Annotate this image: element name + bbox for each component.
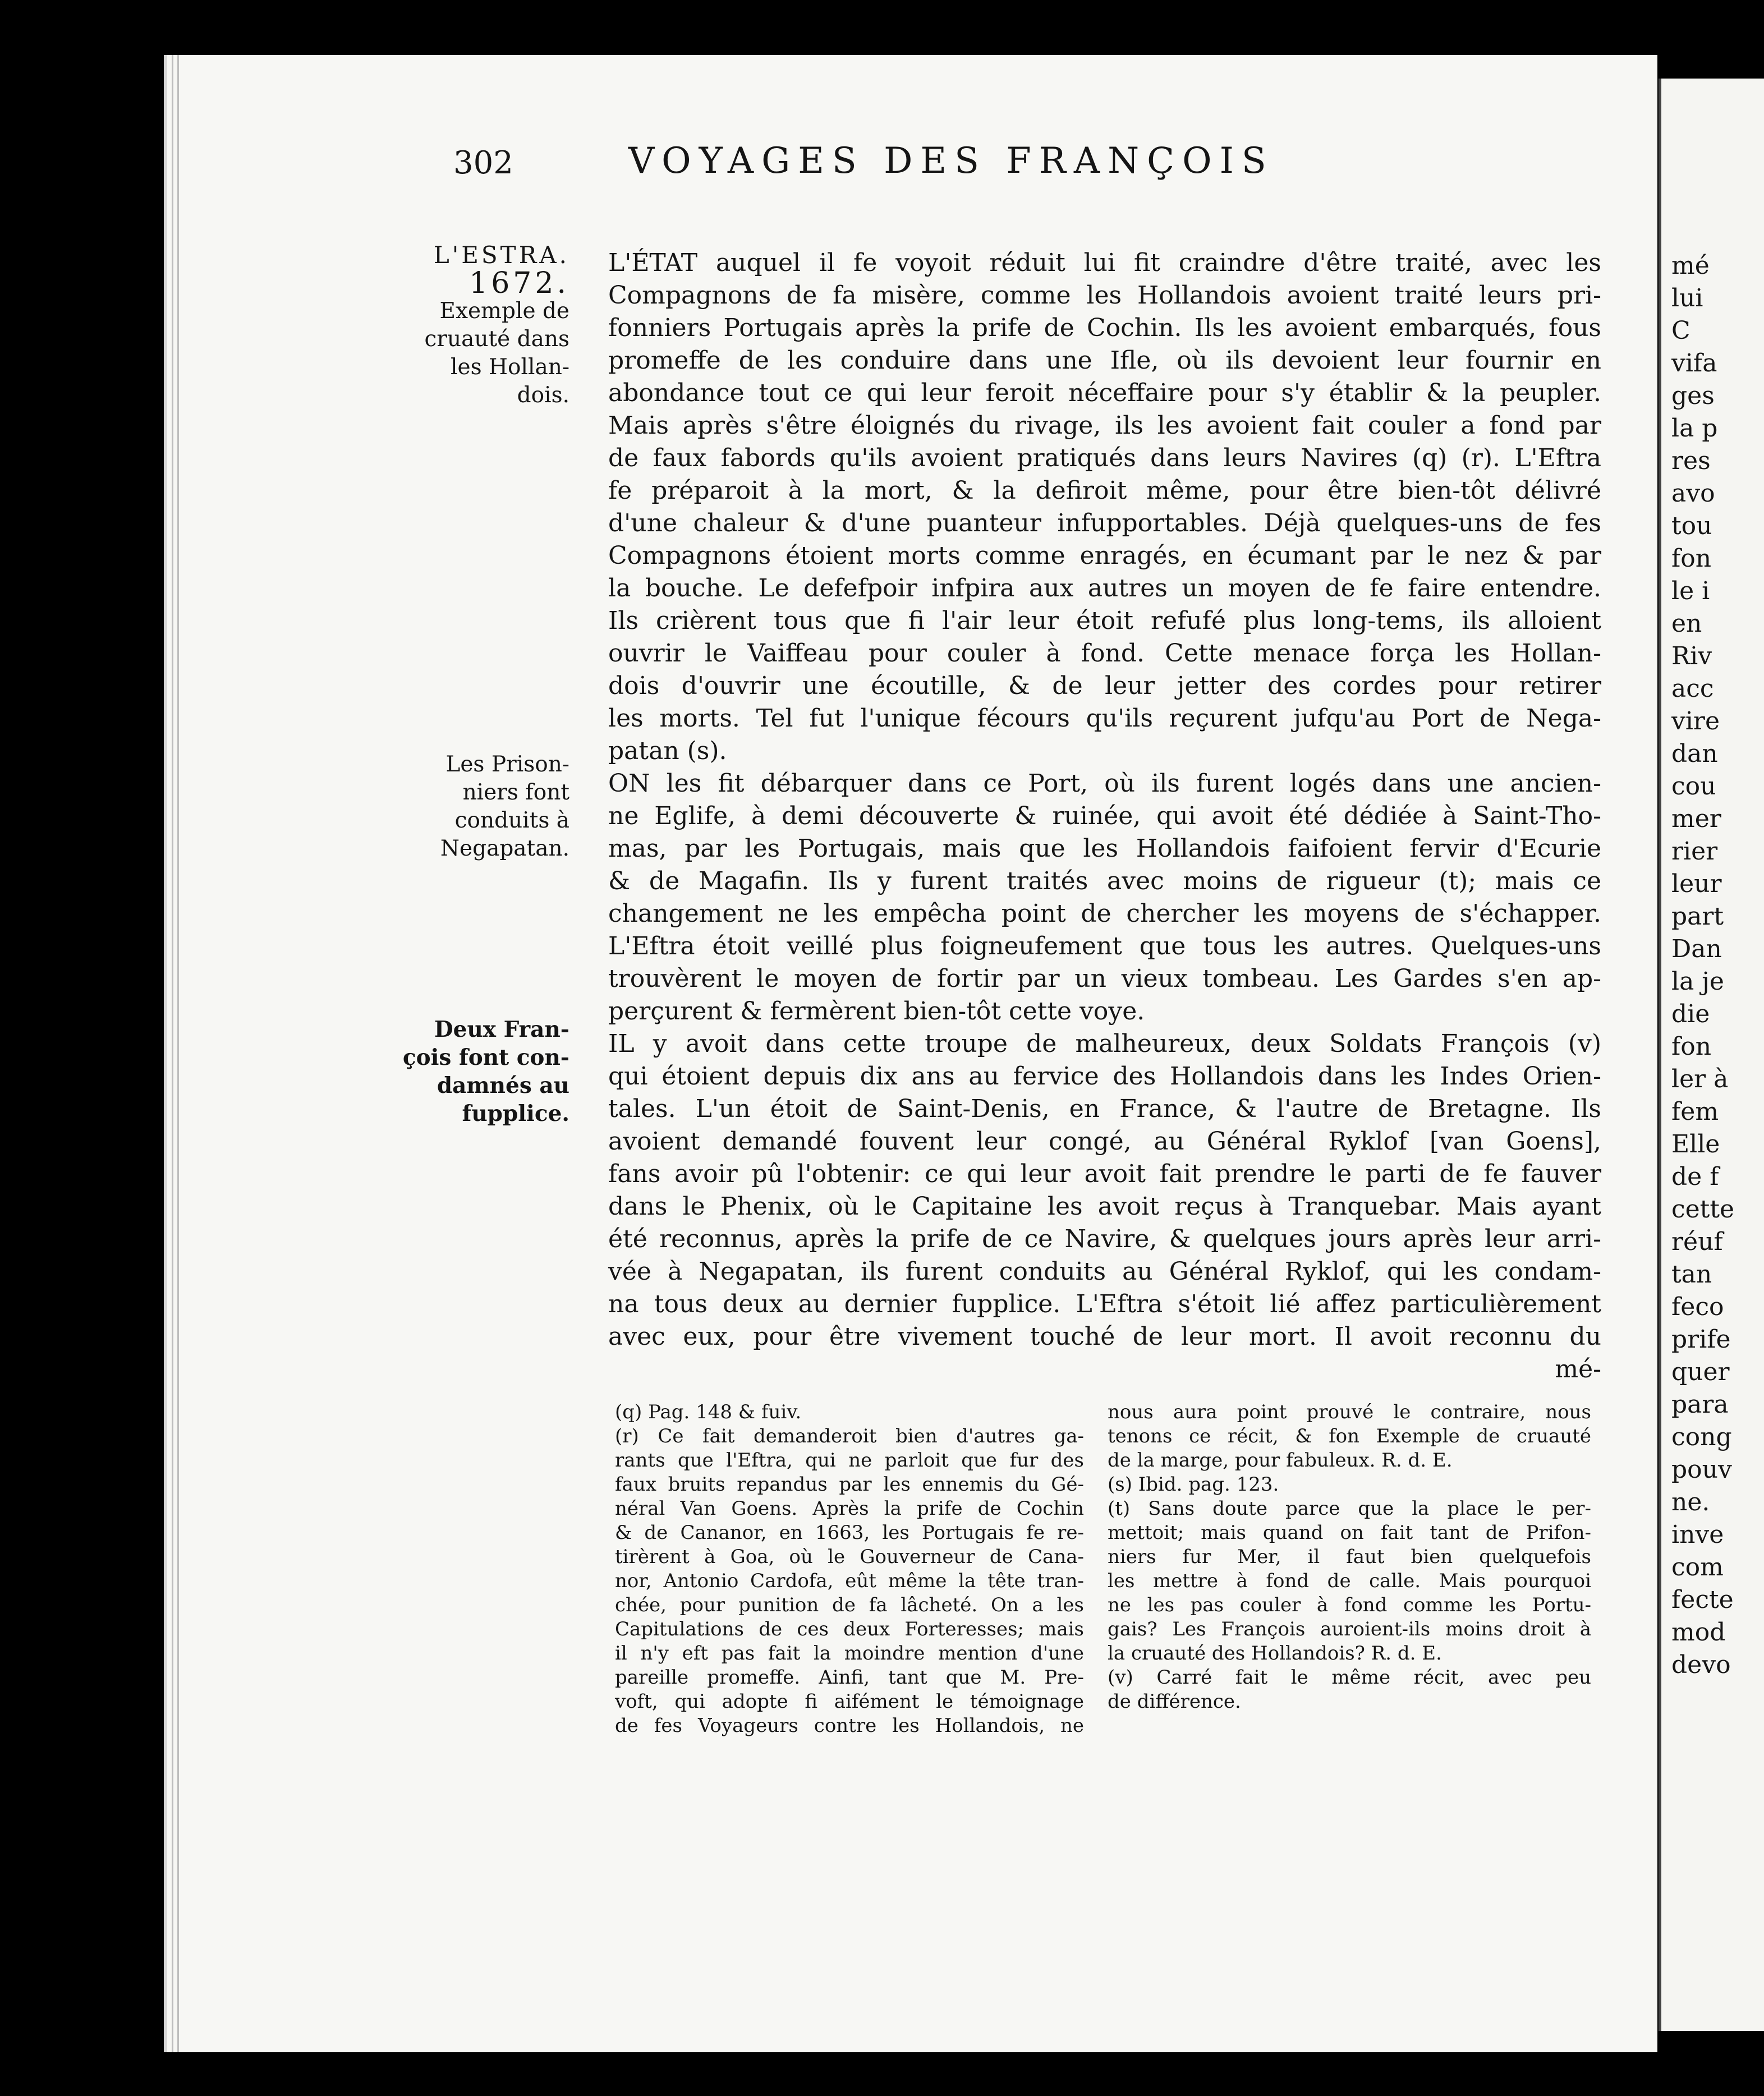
footnote-line: voft, qui adopte fi aifément le témoignage — [615, 1690, 1084, 1713]
text-line: Mais après s'être éloignés du rivage, ils les avoient fait couler a fond par — [608, 411, 1601, 440]
text-line: IL y avoit dans cette troupe de malheureux, deux Soldats François (v) — [608, 1029, 1601, 1058]
adjacent-page-line: vifa — [1671, 349, 1717, 378]
adjacent-page-line: en — [1671, 609, 1702, 638]
running-title: VOYAGES DES FRANÇOIS — [628, 140, 1274, 182]
text-line: L'Eftra étoit veillé plus foigneufement que tous les autres. Quelques-uns — [608, 932, 1601, 960]
footnote-line: faux bruits repandus par les ennemis du Gé- — [615, 1473, 1084, 1496]
footnote-line: il n'y eft pas fait la moindre mention d'une — [615, 1642, 1084, 1665]
text-line: patan (s). — [608, 737, 727, 765]
footnote-line: & de Cananor, en 1663, les Portugais fe re- — [615, 1522, 1084, 1544]
adjacent-page-line: cou — [1671, 772, 1716, 801]
footnote-line: de la marge, pour fabuleux. R. d. E. — [1108, 1449, 1453, 1472]
adjacent-page-line: C — [1671, 316, 1690, 345]
adjacent-page-line: ges — [1671, 381, 1715, 410]
adjacent-page-line: fem — [1671, 1097, 1719, 1126]
adjacent-page-line: fon — [1671, 1032, 1712, 1061]
text-line: vée à Negapatan, ils furent conduits au Général Ryklof, qui les condam- — [608, 1257, 1601, 1286]
adjacent-page-line: vire — [1671, 707, 1720, 736]
footnote-line: tirèrent à Goa, où le Gouverneur de Cana- — [615, 1546, 1084, 1568]
text-line: les morts. Tel fut l'unique fécours qu'ils reçurent jufqu'au Port de Nega- — [608, 704, 1601, 733]
adjacent-page-line: Dan — [1671, 935, 1722, 963]
adjacent-page-line: acc — [1671, 674, 1714, 703]
footnote-line: la cruauté des Hollandois? R. d. E. — [1108, 1642, 1442, 1665]
text-line: qui étoient depuis dix ans au fervice des Hollandois dans les Indes Orien- — [608, 1062, 1601, 1091]
footnotes-left-column — [615, 1400, 1084, 1738]
text-line: été reconnus, après la prife de ce Navire, & quelques jours après leur arri- — [608, 1225, 1601, 1253]
footnote-line: mettoit; mais quand on fait tant de Prifon- — [1108, 1522, 1591, 1544]
adjacent-page-edge — [1659, 79, 1764, 2031]
adjacent-page-line: part — [1671, 902, 1724, 931]
adjacent-page-line: avo — [1671, 479, 1715, 508]
footnote-line: nor, Antonio Cardofa, eût même la tête tran- — [615, 1570, 1084, 1592]
text-line: trouvèrent le moyen de fortir par un vieux tombeau. Les Gardes s'en ap- — [608, 964, 1601, 993]
adjacent-page-line: Elle — [1671, 1130, 1720, 1159]
footnote-line: Capitulations de ces deux Forteresses; mais — [615, 1618, 1084, 1640]
footnote-line: nous aura point prouvé le contraire, nous — [1108, 1401, 1591, 1423]
text-line: dans le Phenix, où le Capitaine les avoit reçus à Tranquebar. Mais ayant — [608, 1192, 1601, 1221]
text-line: Compagnons de fa misère, comme les Hollandois avoient traité leurs pri- — [608, 281, 1601, 310]
footnote-line: (s) Ibid. pag. 123. — [1108, 1473, 1279, 1496]
footnote-line: tenons ce récit, & fon Exemple de cruauté — [1108, 1425, 1591, 1447]
footnote-line: rants que l'Eftra, qui ne parloit que fur des — [615, 1449, 1084, 1472]
catchword: mé- — [1555, 1355, 1601, 1383]
adjacent-page-line: ne. — [1671, 1488, 1710, 1516]
adjacent-page-line: feco — [1671, 1293, 1724, 1321]
text-line: Ils crièrent tous que fi l'air leur étoit refufé plus long-tems, ils alloient — [608, 606, 1601, 635]
footnote-line: les mettre à fond de calle. Mais pourquoi — [1108, 1570, 1591, 1592]
adjacent-page-line: res — [1671, 447, 1711, 475]
text-line: fans avoir pû l'obtenir: ce qui leur avoit fait prendre le parti de fe fauver — [608, 1160, 1601, 1188]
text-line: L'ÉTAT auquel il fe voyoit réduit lui fit craindre d'être traité, avec les — [608, 249, 1601, 277]
footnote-line: de fes Voyageurs contre les Hollandois, ne — [615, 1715, 1084, 1737]
adjacent-page-line: cette — [1671, 1195, 1735, 1224]
adjacent-page-line: fecte — [1671, 1585, 1734, 1614]
gutter-line — [177, 55, 179, 2052]
page-header — [453, 135, 1632, 202]
main-text — [608, 247, 1601, 1386]
adjacent-page-line: tan — [1671, 1260, 1712, 1289]
adjacent-page-line: cong — [1671, 1423, 1732, 1451]
adjacent-page-line: pouv — [1671, 1455, 1732, 1484]
gutter-line — [172, 55, 173, 2052]
adjacent-page-line: rier — [1671, 837, 1718, 866]
margin-note-block — [264, 1015, 569, 1128]
text-line: de faux fabords qu'ils avoient pratiqués dans leurs Navires (q) (r). L'Eftra — [608, 444, 1601, 472]
margin-note: Exemple de cruauté dans les Hollan- dois. — [424, 298, 569, 408]
text-line: mas, par les Portugais, mais que les Hollandois faifoient fervir d'Ecurie — [608, 834, 1601, 863]
margin-name: L'ESTRA. — [433, 241, 569, 269]
margin-note: Deux Fran- çois font con- damnés au fupplice. — [402, 1017, 569, 1127]
footnote-line: (q) Pag. 148 & fuiv. — [615, 1401, 802, 1423]
footnote-line: gais? Les François auroient-ils moins droit à — [1108, 1618, 1591, 1640]
footnote-line: (t) Sans doute parce que la place le per- — [1108, 1497, 1591, 1520]
text-line: ouvrir le Vaiffeau pour couler à fond. Cette menace força les Hollan- — [608, 639, 1601, 668]
text-line: dois d'ouvrir une écoutille, & de leur jetter des cordes pour retirer — [608, 672, 1601, 700]
text-line: abondance tout ce qui leur feroit néceffaire pour s'y établir & la peupler. — [608, 379, 1601, 407]
adjacent-page-line: mé — [1671, 251, 1710, 280]
text-line: ne Eglife, à demi découverte & ruinée, qui avoit été dédiée à Saint-Tho- — [608, 802, 1601, 830]
text-line: promeffe de les conduire dans une Ifle, où ils devoient leur fournir en — [608, 346, 1601, 375]
adjacent-page-line: Riv — [1671, 642, 1712, 670]
adjacent-page-line: inve — [1671, 1520, 1724, 1549]
text-line: fonniers Portugais après la prife de Cochin. Ils les avoient embarqués, fous — [608, 314, 1601, 342]
footnote-line: néral Van Goens. Après la prife de Cochin — [615, 1497, 1084, 1520]
text-line: ON les fit débarquer dans ce Port, où ils furent logés dans une ancien- — [608, 769, 1601, 798]
footnote-line: chée, pour punition de fa lâcheté. On a les — [615, 1594, 1084, 1616]
text-line: avec eux, pour être vivement touché de leur mort. Il avoit reconnu du — [608, 1322, 1601, 1351]
adjacent-page-line: mer — [1671, 805, 1721, 833]
text-line: la bouche. Le defefpoir infpira aux autres un moyen de fe faire entendre. — [608, 574, 1601, 603]
text-line: fe préparoit à la mort, & la defiroit même, pour être bien-tôt délivré — [608, 476, 1601, 505]
margin-note-block — [264, 241, 569, 410]
text-line: & de Magafin. Ils y furent traités avec moins de rigueur (t); mais ce — [608, 867, 1601, 895]
margin-date: 1672. — [469, 266, 569, 300]
adjacent-page-line: fon — [1671, 544, 1712, 573]
adjacent-page-line: com — [1671, 1553, 1724, 1582]
footnote-line: niers fur Mer, il faut bien quelquefois — [1108, 1546, 1591, 1568]
adjacent-page-line: ler à — [1671, 1065, 1729, 1093]
adjacent-page-line: devo — [1671, 1651, 1731, 1679]
text-line: na tous deux au dernier fupplice. L'Eftra s'étoit lié affez particulièrement — [608, 1290, 1601, 1318]
footnote-line: ne les pas couler à fond comme les Portu- — [1108, 1594, 1591, 1616]
adjacent-page-line: quer — [1671, 1358, 1730, 1386]
text-line: avoient demandé fouvent leur congé, au Général Ryklof [van Goens], — [608, 1127, 1601, 1156]
adjacent-page-line: le i — [1671, 577, 1710, 605]
adjacent-page-line: la je — [1671, 967, 1724, 996]
footnote-line: pareille promeffe. Ainfi, tant que M. Pre- — [615, 1666, 1084, 1689]
adjacent-page-line: die — [1671, 1000, 1710, 1028]
page-number: 302 — [453, 145, 513, 181]
adjacent-page-line: dan — [1671, 739, 1718, 768]
margin-note-block — [264, 751, 569, 863]
text-line: tales. L'un étoit de Saint-Denis, en France, & l'autre de Bretagne. Ils — [608, 1095, 1601, 1123]
text-line: changement ne les empêcha point de chercher les moyens de s'échapper. — [608, 899, 1601, 928]
adjacent-page-line: réuf — [1671, 1228, 1723, 1256]
adjacent-page-line: leur — [1671, 870, 1722, 898]
footnote-line: (v) Carré fait le même récit, avec peu — [1108, 1666, 1591, 1689]
adjacent-page-line: lui — [1671, 284, 1703, 312]
footnotes-right-column — [1108, 1400, 1591, 1714]
footnote-line: de différence. — [1108, 1690, 1241, 1713]
adjacent-page-line: tou — [1671, 512, 1712, 540]
text-line: perçurent & fermèrent bien-tôt cette voye. — [608, 997, 1145, 1026]
text-line: d'une chaleur & d'une puanteur infupportables. Déjà quelques-uns de fes — [608, 509, 1601, 537]
adjacent-page-line: de f — [1671, 1162, 1719, 1191]
adjacent-page-line: la p — [1671, 414, 1718, 443]
text-line: Compagnons étoient morts comme enragés, en écumant par le nez & par — [608, 541, 1601, 570]
adjacent-page-line: mod — [1671, 1618, 1726, 1647]
footnote-line: (r) Ce fait demanderoit bien d'autres ga- — [615, 1425, 1084, 1447]
adjacent-page-line: para — [1671, 1390, 1729, 1419]
margin-note: Les Prison- niers font conduits à Negapatan. — [440, 752, 569, 861]
adjacent-page-line: prife — [1671, 1325, 1731, 1354]
adjacent-page-fragments — [1661, 250, 1734, 1681]
